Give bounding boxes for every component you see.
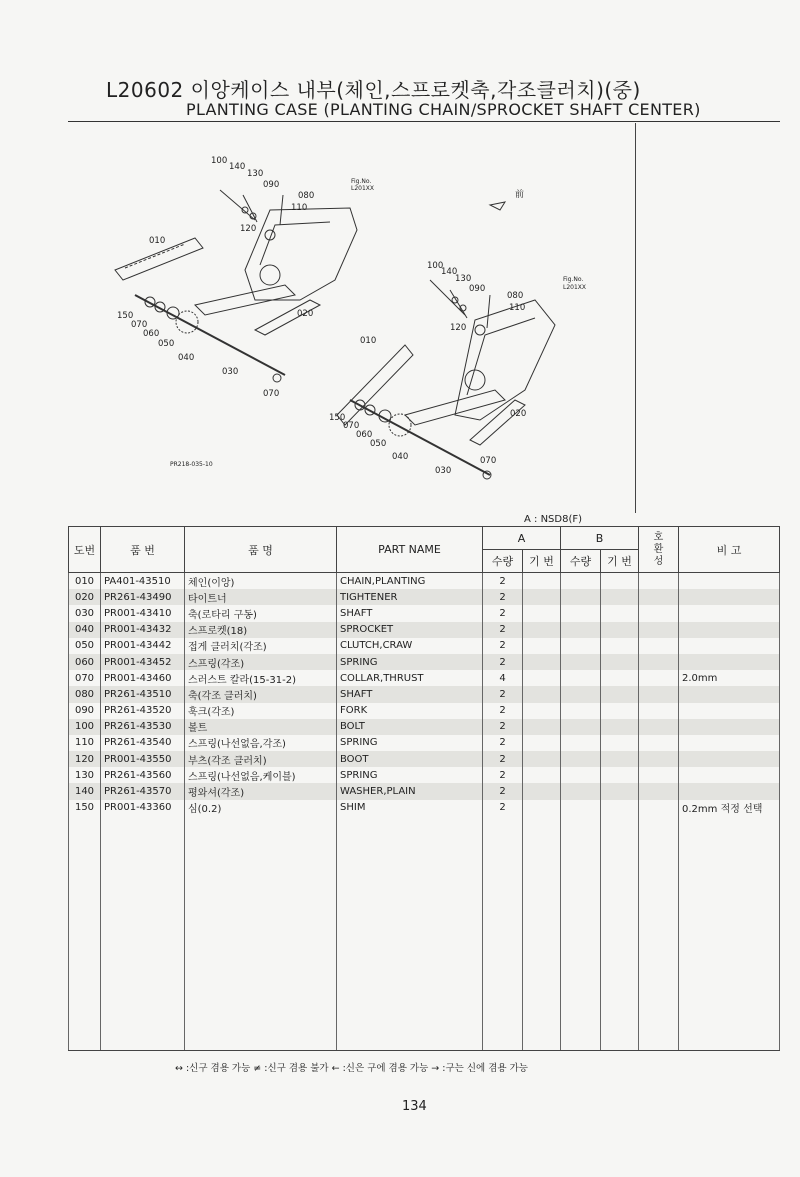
part-no-cell: PR261-43540 xyxy=(101,735,185,751)
svg-text:070: 070 xyxy=(343,421,360,431)
model-a-cell xyxy=(523,735,561,751)
ref-no-cell: 080 xyxy=(69,686,101,702)
model-a-cell xyxy=(523,783,561,799)
name-kr-cell: 스러스트 칼라(15-31-2) xyxy=(185,670,337,686)
diagram-assembly-left xyxy=(115,190,357,382)
table-row xyxy=(69,573,780,590)
svg-text:Fig.No.: Fig.No. xyxy=(351,178,372,185)
page-title-english: PLANTING CASE (PLANTING CHAIN/SPROCKET SHAFT CENTER) xyxy=(186,100,701,119)
qty-b-cell xyxy=(561,622,601,638)
header-group-b: B xyxy=(561,527,639,550)
table-row xyxy=(69,751,780,767)
part-name-cell: FORK xyxy=(337,703,483,719)
qty-b-cell xyxy=(561,719,601,735)
qty-a-cell: 2 xyxy=(483,686,523,702)
qty-a-cell: 2 xyxy=(483,751,523,767)
interchange-cell xyxy=(639,605,679,621)
table-row xyxy=(69,622,780,638)
ref-no-cell: 070 xyxy=(69,670,101,686)
interchange-cell xyxy=(639,735,679,751)
svg-text:090: 090 xyxy=(263,180,280,190)
qty-a-cell: 2 xyxy=(483,719,523,735)
remarks-cell xyxy=(679,638,780,654)
interchange-legend: ↔ :신구 겸용 가능 ≠ :신구 겸용 불가 ← :신은 구에 겸용 가능 → :구는 신에 겸용 가능 xyxy=(175,1063,528,1074)
part-name-cell: CLUTCH,CRAW xyxy=(337,638,483,654)
table-row xyxy=(69,735,780,751)
part-name-cell: TIGHTENER xyxy=(337,589,483,605)
model-a-cell xyxy=(523,767,561,783)
svg-text:020: 020 xyxy=(297,309,314,319)
name-kr-cell: 축(각조 클러치) xyxy=(185,686,337,702)
interchange-cell xyxy=(639,686,679,702)
svg-text:010: 010 xyxy=(360,336,377,346)
table-row xyxy=(69,719,780,735)
model-a-cell xyxy=(523,686,561,702)
parts-table xyxy=(68,526,780,1051)
part-name-cell: SPROCKET xyxy=(337,622,483,638)
page-title-korean: L20602 이앙케이스 내부(체인,스프로켓축,각조클러치)(중) xyxy=(106,78,641,102)
qty-b-cell xyxy=(561,589,601,605)
part-no-cell: PR001-43442 xyxy=(101,638,185,654)
interchange-cell xyxy=(639,654,679,670)
model-a-cell xyxy=(523,654,561,670)
name-kr-cell: 훅크(각조) xyxy=(185,703,337,719)
model-a-cell xyxy=(523,605,561,621)
ref-no-cell: 050 xyxy=(69,638,101,654)
part-no-cell: PR261-43490 xyxy=(101,589,185,605)
svg-text:020: 020 xyxy=(510,409,527,419)
svg-text:150: 150 xyxy=(329,413,346,423)
part-name-cell: SHAFT xyxy=(337,605,483,621)
header-part-name: PART NAME xyxy=(337,527,483,573)
header-model-a: 기 번 xyxy=(523,550,561,573)
model-note: A : NSD8(F) xyxy=(524,514,583,525)
model-a-cell xyxy=(523,638,561,654)
part-no-cell: PR001-43460 xyxy=(101,670,185,686)
title-divider xyxy=(68,121,780,122)
part-no-cell: PR001-43452 xyxy=(101,654,185,670)
qty-b-cell xyxy=(561,605,601,621)
svg-text:110: 110 xyxy=(509,303,526,313)
part-name-cell: SHAFT xyxy=(337,686,483,702)
svg-text:110: 110 xyxy=(291,203,308,213)
qty-b-cell xyxy=(561,783,601,799)
svg-text:L201XX: L201XX xyxy=(563,284,587,291)
header-interchange: 호환성 xyxy=(639,527,679,573)
model-b-cell xyxy=(601,573,639,590)
name-kr-cell: 심(0.2) xyxy=(185,800,337,816)
table-filler-row xyxy=(69,816,780,1051)
qty-a-cell: 2 xyxy=(483,638,523,654)
diagram-image-code: PR218-035-10 xyxy=(170,461,213,468)
svg-text:090: 090 xyxy=(469,284,486,294)
svg-text:080: 080 xyxy=(507,291,524,301)
ref-no-cell: 140 xyxy=(69,783,101,799)
table-row xyxy=(69,589,780,605)
part-name-cell: SPRING xyxy=(337,767,483,783)
name-kr-cell: 부츠(각조 클러치) xyxy=(185,751,337,767)
exploded-parts-diagram xyxy=(95,150,635,490)
model-b-cell xyxy=(601,719,639,735)
svg-text:060: 060 xyxy=(356,430,373,440)
table-row xyxy=(69,638,780,654)
ref-no-cell: 060 xyxy=(69,654,101,670)
ref-no-cell: 010 xyxy=(69,573,101,590)
remarks-cell xyxy=(679,751,780,767)
svg-text:120: 120 xyxy=(450,323,467,333)
svg-text:150: 150 xyxy=(117,311,134,321)
svg-text:030: 030 xyxy=(222,367,239,377)
name-kr-cell: 스프링(나선없음,케이블) xyxy=(185,767,337,783)
part-name-cell: WASHER,PLAIN xyxy=(337,783,483,799)
header-model-b: 기 번 xyxy=(601,550,639,573)
part-name-cell: SHIM xyxy=(337,800,483,816)
model-b-cell xyxy=(601,670,639,686)
svg-text:L201XX: L201XX xyxy=(351,185,375,192)
remarks-cell xyxy=(679,783,780,799)
svg-text:130: 130 xyxy=(455,274,472,284)
name-kr-cell: 타이트너 xyxy=(185,589,337,605)
ref-no-cell: 090 xyxy=(69,703,101,719)
model-a-cell xyxy=(523,670,561,686)
svg-text:100: 100 xyxy=(211,156,228,166)
table-row xyxy=(69,800,780,816)
part-no-cell: PR261-43520 xyxy=(101,703,185,719)
qty-a-cell: 2 xyxy=(483,573,523,590)
interchange-cell xyxy=(639,800,679,816)
interchange-cell xyxy=(639,751,679,767)
model-a-cell xyxy=(523,589,561,605)
svg-text:120: 120 xyxy=(240,224,257,234)
part-no-cell: PR261-43560 xyxy=(101,767,185,783)
qty-b-cell xyxy=(561,751,601,767)
remarks-cell xyxy=(679,735,780,751)
qty-a-cell: 4 xyxy=(483,670,523,686)
model-b-cell xyxy=(601,638,639,654)
qty-a-cell: 2 xyxy=(483,800,523,816)
part-name-cell: SPRING xyxy=(337,735,483,751)
svg-text:040: 040 xyxy=(178,353,195,363)
svg-text:070: 070 xyxy=(263,389,280,399)
interchange-cell xyxy=(639,719,679,735)
ref-no-cell: 040 xyxy=(69,622,101,638)
header-group-a: A xyxy=(483,527,561,550)
qty-b-cell xyxy=(561,686,601,702)
qty-a-cell: 2 xyxy=(483,735,523,751)
header-qty-b: 수량 xyxy=(561,550,601,573)
remarks-cell xyxy=(679,686,780,702)
part-no-cell: PR001-43410 xyxy=(101,605,185,621)
qty-a-cell: 2 xyxy=(483,767,523,783)
table-row xyxy=(69,686,780,702)
part-name-cell: COLLAR,THRUST xyxy=(337,670,483,686)
header-part-no: 품 번 xyxy=(101,527,185,573)
model-b-cell xyxy=(601,686,639,702)
name-kr-cell: 스프링(각조) xyxy=(185,654,337,670)
qty-b-cell xyxy=(561,638,601,654)
svg-text:040: 040 xyxy=(392,452,409,462)
interchange-cell xyxy=(639,783,679,799)
qty-a-cell: 2 xyxy=(483,654,523,670)
page-number: 134 xyxy=(402,1099,427,1114)
part-no-cell: PA401-43510 xyxy=(101,573,185,590)
part-name-cell: SPRING xyxy=(337,654,483,670)
table-row xyxy=(69,703,780,719)
remarks-cell xyxy=(679,605,780,621)
model-b-cell xyxy=(601,605,639,621)
svg-text:010: 010 xyxy=(149,236,166,246)
ref-no-cell: 150 xyxy=(69,800,101,816)
part-no-cell: PR261-43530 xyxy=(101,719,185,735)
svg-text:030: 030 xyxy=(435,466,452,476)
part-no-cell: PR001-43360 xyxy=(101,800,185,816)
svg-text:060: 060 xyxy=(143,329,160,339)
name-kr-cell: 접게 클러치(각조) xyxy=(185,638,337,654)
qty-a-cell: 2 xyxy=(483,622,523,638)
interchange-cell xyxy=(639,638,679,654)
qty-b-cell xyxy=(561,670,601,686)
model-b-cell xyxy=(601,783,639,799)
qty-a-cell: 2 xyxy=(483,589,523,605)
diagram-callouts-left xyxy=(117,156,377,399)
table-row xyxy=(69,767,780,783)
qty-b-cell xyxy=(561,800,601,816)
model-b-cell xyxy=(601,767,639,783)
ref-no-cell: 120 xyxy=(69,751,101,767)
qty-a-cell: 2 xyxy=(483,605,523,621)
table-row xyxy=(69,605,780,621)
ref-no-cell: 020 xyxy=(69,589,101,605)
qty-b-cell xyxy=(561,767,601,783)
model-a-cell xyxy=(523,573,561,590)
qty-a-cell: 2 xyxy=(483,783,523,799)
model-a-cell xyxy=(523,622,561,638)
ref-no-cell: 100 xyxy=(69,719,101,735)
parts-table-body xyxy=(69,573,780,1051)
table-row xyxy=(69,783,780,799)
part-no-cell: PR001-43550 xyxy=(101,751,185,767)
svg-text:140: 140 xyxy=(441,267,458,277)
remarks-cell xyxy=(679,719,780,735)
name-kr-cell: 스프링(나선없음,각조) xyxy=(185,735,337,751)
direction-label: 前 xyxy=(515,190,525,200)
header-name-kr: 품 명 xyxy=(185,527,337,573)
header-remarks: 비 고 xyxy=(679,527,780,573)
svg-text:130: 130 xyxy=(247,169,264,179)
interchange-cell xyxy=(639,670,679,686)
interchange-cell xyxy=(639,767,679,783)
remarks-cell xyxy=(679,654,780,670)
svg-text:080: 080 xyxy=(298,191,315,201)
diagram-frame-line xyxy=(635,123,636,513)
part-name-cell: BOOT xyxy=(337,751,483,767)
name-kr-cell: 축(로타리 구동) xyxy=(185,605,337,621)
svg-text:100: 100 xyxy=(427,261,444,271)
name-kr-cell: 볼트 xyxy=(185,719,337,735)
table-row xyxy=(69,670,780,686)
remarks-cell xyxy=(679,589,780,605)
model-a-cell xyxy=(523,719,561,735)
svg-text:Fig.No.: Fig.No. xyxy=(563,276,584,283)
interchange-cell xyxy=(639,589,679,605)
model-b-cell xyxy=(601,622,639,638)
model-b-cell xyxy=(601,735,639,751)
table-row xyxy=(69,654,780,670)
svg-text:050: 050 xyxy=(370,439,387,449)
interchange-cell xyxy=(639,573,679,590)
svg-text:070: 070 xyxy=(131,320,148,330)
part-name-cell: CHAIN,PLANTING xyxy=(337,573,483,590)
remarks-cell xyxy=(679,622,780,638)
ref-no-cell: 130 xyxy=(69,767,101,783)
name-kr-cell: 평와셔(각조) xyxy=(185,783,337,799)
qty-b-cell xyxy=(561,735,601,751)
name-kr-cell: 스프로켓(18) xyxy=(185,622,337,638)
model-b-cell xyxy=(601,751,639,767)
remarks-cell: 2.0mm xyxy=(679,670,780,686)
ref-no-cell: 110 xyxy=(69,735,101,751)
remarks-cell xyxy=(679,573,780,590)
model-b-cell xyxy=(601,703,639,719)
name-kr-cell: 체인(이앙) xyxy=(185,573,337,590)
qty-a-cell: 2 xyxy=(483,703,523,719)
remarks-cell xyxy=(679,767,780,783)
header-ref-no: 도번 xyxy=(69,527,101,573)
model-a-cell xyxy=(523,703,561,719)
qty-b-cell xyxy=(561,703,601,719)
model-a-cell xyxy=(523,800,561,816)
header-qty-a: 수량 xyxy=(483,550,523,573)
model-b-cell xyxy=(601,589,639,605)
svg-text:070: 070 xyxy=(480,456,497,466)
part-no-cell: PR001-43432 xyxy=(101,622,185,638)
diagram-callouts-right xyxy=(329,261,586,476)
svg-text:140: 140 xyxy=(229,162,246,172)
ref-no-cell: 030 xyxy=(69,605,101,621)
part-no-cell: PR261-43570 xyxy=(101,783,185,799)
interchange-cell xyxy=(639,703,679,719)
qty-b-cell xyxy=(561,573,601,590)
model-a-cell xyxy=(523,751,561,767)
model-b-cell xyxy=(601,800,639,816)
model-b-cell xyxy=(601,654,639,670)
svg-text:050: 050 xyxy=(158,339,175,349)
part-name-cell: BOLT xyxy=(337,719,483,735)
part-no-cell: PR261-43510 xyxy=(101,686,185,702)
remarks-cell: 0.2mm 적정 선택 xyxy=(679,800,780,816)
interchange-cell xyxy=(639,622,679,638)
qty-b-cell xyxy=(561,654,601,670)
remarks-cell xyxy=(679,703,780,719)
